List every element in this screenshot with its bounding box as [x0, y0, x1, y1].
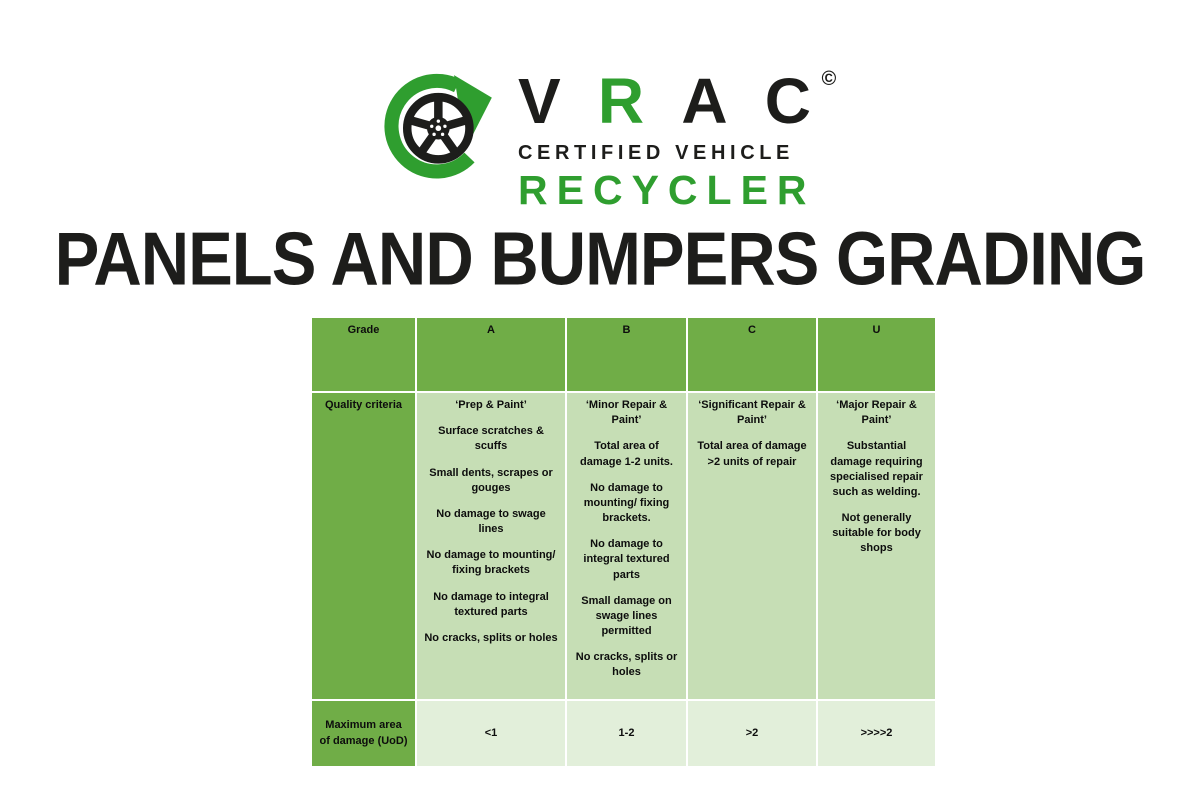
- criteria-b-item: No cracks, splits or holes: [575, 651, 678, 679]
- criteria-cell-u: [818, 393, 935, 699]
- header-cell-a: A: [417, 318, 565, 391]
- max-damage-a: <1: [417, 701, 565, 766]
- criteria-b-item: No damage to mounting/ fixing brackets.: [583, 481, 670, 525]
- criteria-u-heading: ‘Major Repair & Paint’: [836, 399, 917, 427]
- criteria-u-item: Not generally suitable for body shops: [832, 512, 921, 555]
- criteria-a-item: No cracks, splits or holes: [424, 631, 558, 644]
- grading-table: [312, 318, 937, 766]
- vrac-logo: [378, 65, 836, 214]
- recycle-arrow-wheel-icon: [378, 68, 510, 196]
- brand-vrac: [518, 65, 836, 137]
- criteria-a-item: No damage to integral textured parts: [433, 590, 549, 618]
- brand-recycler: RECYCLER: [518, 167, 816, 213]
- header-cell-u: U: [818, 318, 935, 391]
- criteria-u-item: Substantial damage requiring specialised repair such as welding.: [830, 440, 923, 498]
- criteria-c-heading: ‘Significant Repair & Paint’: [698, 399, 806, 427]
- row-label-max-damage: Maximum area of damage (UoD): [312, 701, 415, 766]
- logo-text: [518, 65, 836, 214]
- page-title: PANELS AND BUMPERS GRADING: [54, 217, 1146, 302]
- criteria-a-heading: ‘Prep & Paint’: [455, 399, 527, 411]
- criteria-b-item: No damage to integral textured parts: [583, 538, 670, 581]
- max-damage-u: >>>>2: [818, 701, 935, 766]
- copyright-icon: ©: [821, 68, 836, 90]
- criteria-cell-a: [417, 393, 565, 699]
- max-damage-b: 1-2: [567, 701, 686, 766]
- brand-subline: CERTIFIED VEHICLE: [518, 142, 794, 164]
- criteria-a-item: Surface scratches & scuffs: [438, 425, 544, 453]
- brand-letter-r: R: [597, 65, 644, 137]
- criteria-cell-c: [688, 393, 816, 699]
- header-cell-grade: Grade: [312, 318, 415, 391]
- header-cell-c: C: [688, 318, 816, 391]
- criteria-b-heading: ‘Minor Repair & Paint’: [585, 399, 668, 427]
- header-cell-b: B: [567, 318, 686, 391]
- criteria-b-item: Total area of damage 1-2 units.: [580, 440, 673, 468]
- criteria-a-item: No damage to swage lines: [436, 507, 546, 536]
- brand-letter-a: A: [681, 65, 727, 137]
- row-label-quality-criteria: Quality criteria: [312, 393, 415, 699]
- criteria-a-item: Small dents, scrapes or gouges: [429, 466, 553, 494]
- criteria-b-item: Small damage on swage lines permitted: [581, 594, 672, 638]
- criteria-a-item: No damage to mounting/ fixing brackets: [426, 549, 556, 577]
- criteria-c-item: Total area of damage >2 units of repair: [697, 440, 807, 468]
- criteria-cell-b: [567, 393, 686, 699]
- max-damage-c: >2: [688, 701, 816, 766]
- brand-letter-v: V: [518, 65, 560, 137]
- brand-letter-c: C: [764, 65, 810, 137]
